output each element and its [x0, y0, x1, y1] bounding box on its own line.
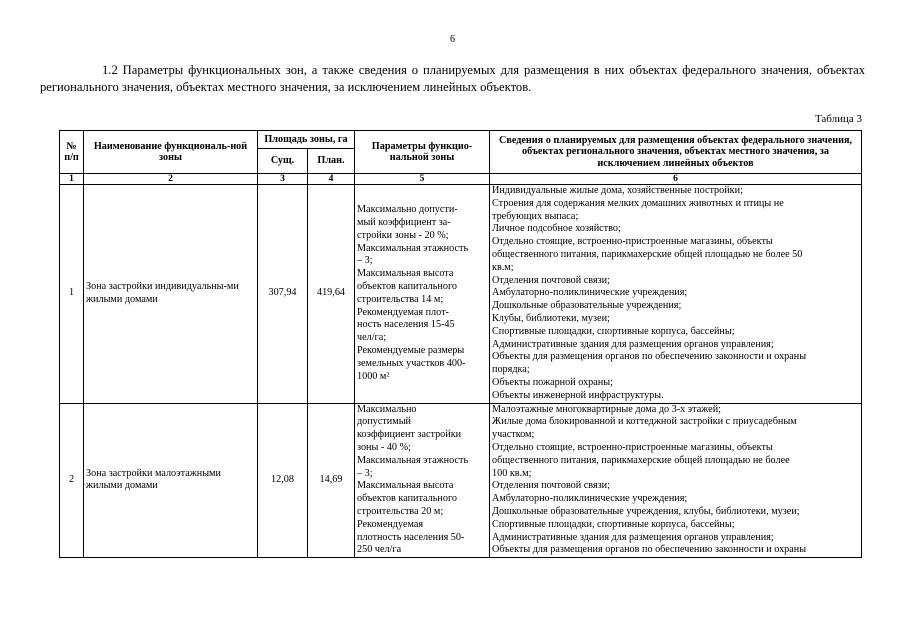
area-current: 12,08: [258, 403, 308, 558]
info-line: Отделения почтовой связи;: [492, 274, 610, 286]
param-line: – 3;: [357, 467, 373, 479]
param-line: Максимальная этажность: [357, 242, 469, 254]
info-line: Малоэтажные многоквартирные дома до 3-х этажей;: [492, 403, 721, 415]
header-area-plan: План.: [308, 149, 355, 174]
param-line: мый коэффициент за-: [357, 216, 451, 228]
info-line: Объекты для размещения органов по обеспечению законности и охраны: [492, 544, 807, 556]
column-number: 5: [355, 174, 490, 185]
info-line: Отдельно стоящие, встроенно-пристроенные магазины, объекты: [492, 236, 773, 248]
zone-params: [355, 185, 490, 404]
zone-name: Зона застройки малоэтажными жилыми домами: [84, 403, 258, 558]
info-line: Клубы, библиотеки, музеи;: [492, 312, 610, 324]
row-num: 1: [60, 185, 84, 404]
param-line: Максимальная высота: [357, 268, 454, 280]
info-line: Амбулаторно-поликлинические учреждения;: [492, 493, 688, 505]
planned-objects: [490, 403, 862, 558]
info-line: Дошкольные образовательные учреждения, клубы, библиотеки, музеи;: [492, 505, 800, 517]
param-line: Рекомендуемая: [357, 518, 424, 530]
info-line: Административные здания для размещения органов управления;: [492, 338, 774, 350]
column-number: 3: [258, 174, 308, 185]
param-line: стройки зоны - 20 %;: [357, 229, 449, 241]
info-line: Индивидуальные жилые дома, хозяйственные постройки;: [492, 185, 743, 196]
info-line: Объекты пожарной охраны;: [492, 376, 613, 388]
info-line: участком;: [492, 429, 535, 441]
column-number: 4: [308, 174, 355, 185]
zone-params: [355, 403, 490, 558]
info-line: Объекты инженерной инфраструктуры.: [492, 389, 664, 401]
info-line: Спортивные площадки, спортивные корпуса, бассейны;: [492, 518, 735, 530]
header-zone-name: Наименование функциональ-ной зоны: [84, 131, 258, 174]
param-line: Рекомендуемая плот-: [357, 306, 449, 318]
info-line: общественного питания, парикмахерские общей площадью не более: [492, 454, 790, 466]
info-line: Объекты для размещения органов по обеспечению законности и охраны: [492, 351, 807, 363]
zone-name: Зона застройки индивидуальны-ми жилыми домами: [84, 185, 258, 404]
param-line: земельных участков 400-: [357, 357, 466, 369]
param-line: зоны - 40 %;: [357, 441, 411, 453]
column-number: 6: [490, 174, 862, 185]
info-line: требующих выпаса;: [492, 210, 579, 222]
info-line: Амбулаторно-поликлинические учреждения;: [492, 287, 688, 299]
info-line: кв.м;: [492, 261, 514, 273]
param-line: строительства 14 м;: [357, 293, 444, 305]
param-line: Рекомендуемые размеры: [357, 344, 465, 356]
table-label: Таблица 3: [814, 113, 862, 125]
header-area-current: Сущ.: [258, 149, 308, 174]
info-line: Отделения почтовой связи;: [492, 480, 610, 492]
info-line: Спортивные площадки, спортивные корпуса, бассейны;: [492, 325, 735, 337]
section-heading: 1.2 Параметры функциональных зон, а также сведения о планируемых для размещения в них объектах федерального значения, объектах регионального значения, объектах местного значения, за исключением линейных объектов.: [40, 63, 865, 94]
param-line: допустимый: [357, 416, 411, 428]
param-line: чел/га;: [357, 332, 387, 344]
info-line: общественного питания, парикмахерские общей площадью не более 50: [492, 248, 803, 260]
param-line: строительства 20 м;: [357, 505, 444, 517]
area-plan: 419,64: [308, 185, 355, 404]
param-line: Максимальная высота: [357, 480, 454, 492]
column-number-row: [60, 174, 862, 185]
info-line: порядка;: [492, 364, 530, 376]
table-row: [60, 403, 862, 558]
info-line: Отдельно стоящие, встроенно-пристроенные магазины, объекты: [492, 441, 773, 453]
param-line: 1000 м²: [357, 370, 390, 382]
header-num: № п/п: [60, 131, 84, 174]
table-row: [60, 185, 862, 404]
planned-objects: [490, 185, 862, 404]
info-line: Личное подсобное хозяйство;: [492, 223, 621, 235]
area-plan: 14,69: [308, 403, 355, 558]
param-line: плотность населения 50-: [357, 531, 465, 543]
param-line: – 3;: [357, 255, 373, 267]
param-line: объектов капитального: [357, 493, 457, 505]
param-line: объектов капитального: [357, 280, 457, 292]
param-line: ность населения 15-45: [357, 319, 455, 331]
param-line: Максимально: [357, 403, 417, 415]
column-number: 2: [84, 174, 258, 185]
header-info: Сведения о планируемых для размещения объектах федерального значения, объектах регионального значения, объектах местного значения, за исключением линейных объектов: [490, 131, 862, 174]
page-number: 6: [450, 34, 455, 45]
area-current: 307,94: [258, 185, 308, 404]
info-line: Строения для содержания мелких домашних животных и птицы не: [492, 197, 784, 209]
column-number: 1: [60, 174, 84, 185]
param-line: 250 чел/га: [357, 544, 402, 556]
header-area: Площадь зоны, га: [258, 131, 355, 149]
info-line: 100 кв.м;: [492, 467, 532, 479]
info-line: Дошкольные образовательные учреждения;: [492, 300, 682, 312]
info-line: Жилые дома блокированной и коттеджной застройки с приусадебным: [492, 416, 797, 428]
param-line: Максимально допусти-: [357, 204, 458, 216]
header-params: Параметры функцио-нальной зоны: [355, 131, 490, 174]
param-line: Максимальная этажность: [357, 454, 469, 466]
info-line: Административные здания для размещения органов управления;: [492, 531, 774, 543]
row-num: 2: [60, 403, 84, 558]
zones-table: [59, 130, 862, 558]
param-line: коэффициент застройки: [357, 429, 462, 441]
